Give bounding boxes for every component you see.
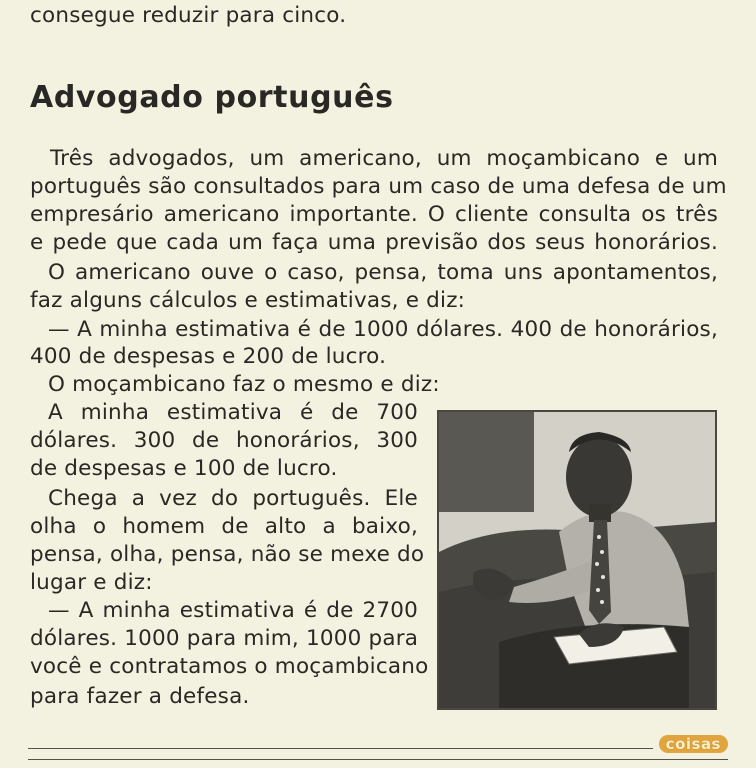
paragraph-line: faz alguns cálculos e estimativas, e diz:: [30, 288, 466, 313]
section-heading: Advogado português: [30, 80, 394, 115]
paragraph-line: português são consultados para um caso de uma defesa de um: [30, 174, 727, 199]
column-line: lugar e diz:: [30, 570, 153, 595]
column-line: você e contratamos o moçambicano: [30, 654, 429, 679]
paragraph-line: — A minha estimativa é de 1000 dólares. 400 de honorários,: [48, 317, 718, 342]
paragraph-line: Três advogados, um americano, um moçambicano e um: [50, 146, 718, 171]
paragraph-line: e pede que cada um faça uma previsão dos seus honorários.: [30, 230, 718, 255]
paragraph-line: O americano ouve o caso, pensa, toma uns apontamentos,: [48, 260, 718, 285]
paragraph-line: 400 de despesas e 200 de lucro.: [30, 344, 387, 369]
column-line: Chega a vez do português. Ele: [48, 486, 418, 511]
man-illustration-drawing: [439, 412, 715, 708]
column-line: de despesas e 100 de lucro.: [30, 456, 338, 481]
man-illustration: [437, 410, 717, 710]
column-line: pensa, olha, pensa, não se mexe do: [30, 542, 425, 567]
footer-rule-top: [28, 748, 653, 749]
paragraph-line: O moçambicano faz o mesmo e diz:: [48, 372, 440, 397]
column-line: — A minha estimativa é de 2700: [48, 598, 418, 623]
column-line: dólares. 1000 para mim, 1000 para: [30, 626, 419, 651]
column-line: olha o homem de alto a baixo,: [30, 514, 418, 539]
column-line: para fazer a defesa.: [30, 684, 250, 709]
column-line: A minha estimativa é de 700: [48, 400, 418, 425]
paragraph-line: empresário americano importante. O cliente consulta os três: [30, 202, 718, 227]
coisas-logo: coisas: [659, 735, 728, 753]
column-line: dólares. 300 de honorários, 300: [30, 428, 418, 453]
footer-rule-bottom: [28, 759, 728, 760]
top-text-fragment: consegue reduzir para cinco.: [30, 3, 347, 28]
